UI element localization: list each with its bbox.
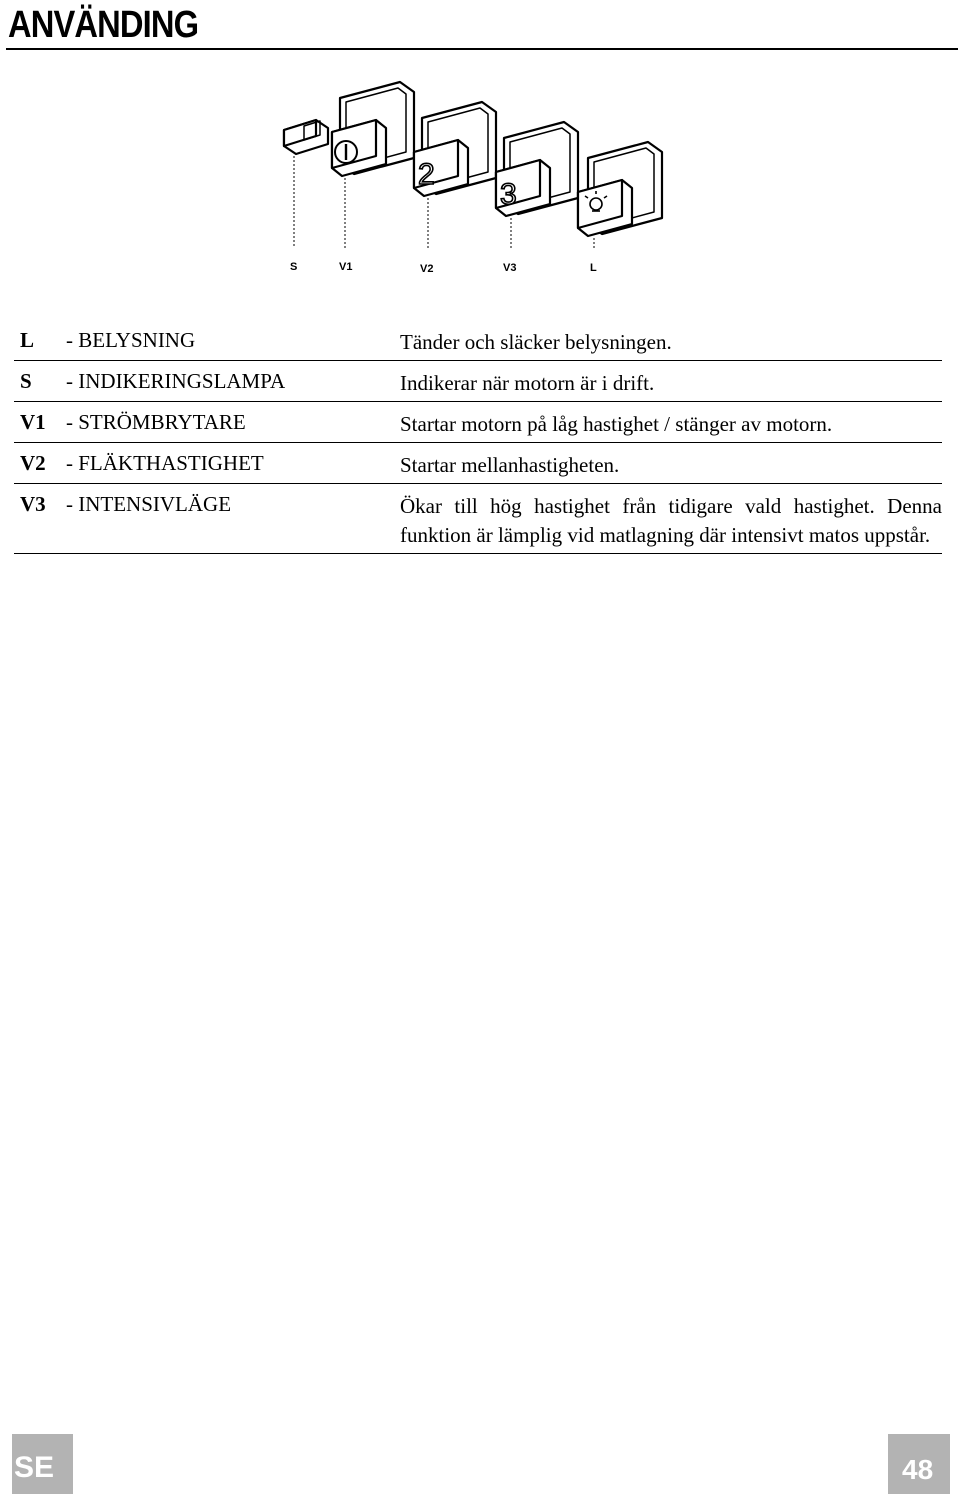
- legend-description: Indikerar när motorn är i drift.: [400, 371, 655, 395]
- knob-number-2: 2: [418, 158, 435, 191]
- control-panel-diagram: [270, 80, 690, 290]
- controls-legend: [14, 320, 942, 554]
- label-l: L: [590, 262, 597, 274]
- label-v2: V2: [420, 263, 434, 275]
- language-tab: [12, 1434, 73, 1494]
- legend-name: - INDIKERINGSLAMPA: [66, 369, 286, 393]
- knob-number-3: 3: [500, 178, 517, 211]
- legend-code: S: [20, 369, 32, 393]
- legend-code: V3: [20, 492, 46, 516]
- legend-description: Tänder och släcker belysningen.: [400, 330, 672, 354]
- legend-name: - INTENSIVLÄGE: [66, 492, 232, 516]
- label-v3: V3: [503, 262, 517, 274]
- legend-description: Startar motorn på låg hastighet / stänger av motorn.: [400, 412, 833, 436]
- legend-description: Startar mellanhastigheten.: [400, 453, 620, 477]
- legend-name: - BELYSNING: [66, 328, 196, 352]
- legend-code: V1: [20, 410, 46, 434]
- label-s: S: [290, 261, 298, 273]
- page-number-tab: [888, 1434, 950, 1494]
- page-number: 48: [902, 1454, 934, 1485]
- title-divider: [6, 48, 958, 50]
- light-knob: [578, 142, 662, 236]
- label-v1: V1: [339, 261, 353, 273]
- indicator-lamp-icon: [284, 120, 328, 154]
- legend-row-v3: [14, 484, 942, 554]
- legend-name: - STRÖMBRYTARE: [66, 410, 246, 434]
- page-title: ANVÄNDING: [8, 4, 199, 46]
- legend-row-l: [14, 320, 942, 361]
- legend-row-v1: [14, 402, 942, 443]
- legend-code: L: [20, 328, 35, 352]
- language-code: SE: [14, 1451, 55, 1484]
- legend-row-s: [14, 361, 942, 402]
- legend-row-v2: [14, 443, 942, 484]
- legend-name: - FLÄKTHASTIGHET: [66, 451, 264, 475]
- legend-code: V2: [20, 451, 46, 475]
- legend-description: Ökar till hög hastighet från tidigare vald hastighet. Denna funktion är lämplig vid matlagning där intensivt matos uppstår.: [400, 494, 942, 547]
- power-switch-knob: [332, 82, 414, 176]
